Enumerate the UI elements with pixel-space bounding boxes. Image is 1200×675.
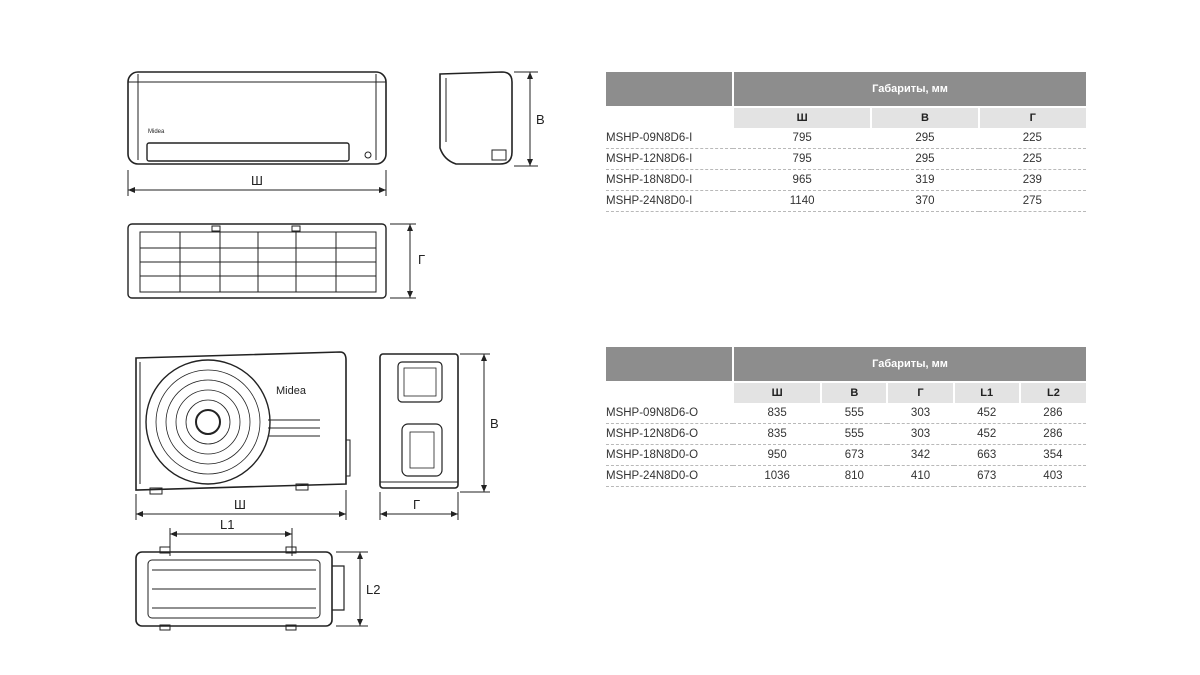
value-cell: 225 [979, 128, 1086, 149]
model-cell: MSHP-18N8D0-I [606, 170, 733, 191]
table-row [606, 424, 1086, 445]
indoor-depth-dimension [390, 224, 416, 298]
value-cell: 354 [1020, 445, 1086, 466]
model-cell: MSHP-24N8D0-O [606, 466, 733, 487]
value-cell: 965 [733, 170, 871, 191]
indoor-side-view [440, 72, 512, 164]
outdoor-front-logo: Midea [276, 385, 306, 397]
table-header-blank [606, 72, 733, 107]
outdoor-dimensions-table [606, 347, 1086, 487]
model-cell: MSHP-12N8D6-I [606, 149, 733, 170]
indoor-front-logo: Midea [148, 129, 165, 135]
value-cell: 810 [821, 466, 887, 487]
indoor-top-view [128, 224, 386, 298]
table-row [606, 403, 1086, 424]
value-cell: 555 [821, 403, 887, 424]
model-cell: MSHP-09N8D6-I [606, 128, 733, 149]
value-cell: 303 [887, 403, 953, 424]
value-cell: 370 [871, 191, 978, 212]
value-cell: 795 [733, 128, 871, 149]
table-title: Габариты, мм [733, 347, 1086, 382]
table-row [606, 149, 1086, 170]
column-header: Г [887, 382, 953, 403]
indoor-dimensions-table [606, 72, 1086, 212]
value-cell: 673 [954, 466, 1020, 487]
column-header: L1 [954, 382, 1020, 403]
indoor-height-dimension [514, 72, 538, 166]
value-cell: 950 [733, 445, 821, 466]
outdoor-l2-dimension [336, 552, 368, 626]
value-cell: 795 [733, 149, 871, 170]
value-cell: 286 [1020, 403, 1086, 424]
outdoor-height-dimension [460, 354, 490, 492]
column-header: L2 [1020, 382, 1086, 403]
value-cell: 239 [979, 170, 1086, 191]
value-cell: 275 [979, 191, 1086, 212]
outdoor-height-label: В [490, 416, 499, 431]
table-row [606, 170, 1086, 191]
outdoor-l1-label: L1 [220, 517, 235, 532]
model-cell: MSHP-12N8D6-O [606, 424, 733, 445]
indoor-front-view [128, 72, 386, 164]
column-header: Ш [733, 382, 821, 403]
value-cell: 1036 [733, 466, 821, 487]
indoor-depth-label: Г [418, 252, 426, 267]
model-cell: MSHP-18N8D0-O [606, 445, 733, 466]
value-cell: 342 [887, 445, 953, 466]
model-cell: MSHP-24N8D0-I [606, 191, 733, 212]
model-cell: MSHP-09N8D6-O [606, 403, 733, 424]
value-cell: 303 [887, 424, 953, 445]
indoor-width-label: Ш [251, 173, 263, 188]
value-cell: 295 [871, 128, 978, 149]
table-row [606, 191, 1086, 212]
value-cell: 319 [871, 170, 978, 191]
value-cell: 673 [821, 445, 887, 466]
value-cell: 225 [979, 149, 1086, 170]
column-header: Ш [733, 107, 871, 128]
indoor-height-label: В [536, 112, 545, 127]
outdoor-width-label: Ш [234, 497, 246, 512]
value-cell: 452 [954, 424, 1020, 445]
outdoor-l2-label: L2 [366, 582, 381, 597]
value-cell: 835 [733, 403, 821, 424]
table-row [606, 466, 1086, 487]
outdoor-front-view [136, 352, 350, 494]
value-cell: 410 [887, 466, 953, 487]
table-header-model [606, 107, 733, 128]
value-cell: 663 [954, 445, 1020, 466]
value-cell: 403 [1020, 466, 1086, 487]
column-header: В [821, 382, 887, 403]
column-header: Г [979, 107, 1086, 128]
table-header-blank [606, 347, 733, 382]
value-cell: 835 [733, 424, 821, 445]
value-cell: 286 [1020, 424, 1086, 445]
table-title: Габариты, мм [733, 72, 1086, 107]
outdoor-depth-label: Г [413, 497, 421, 512]
outdoor-side-view [380, 354, 458, 488]
value-cell: 295 [871, 149, 978, 170]
table-header-model [606, 382, 733, 403]
outdoor-bottom-view [136, 547, 344, 630]
column-header: В [871, 107, 978, 128]
value-cell: 555 [821, 424, 887, 445]
value-cell: 452 [954, 403, 1020, 424]
table-row [606, 128, 1086, 149]
value-cell: 1140 [733, 191, 871, 212]
table-row [606, 445, 1086, 466]
